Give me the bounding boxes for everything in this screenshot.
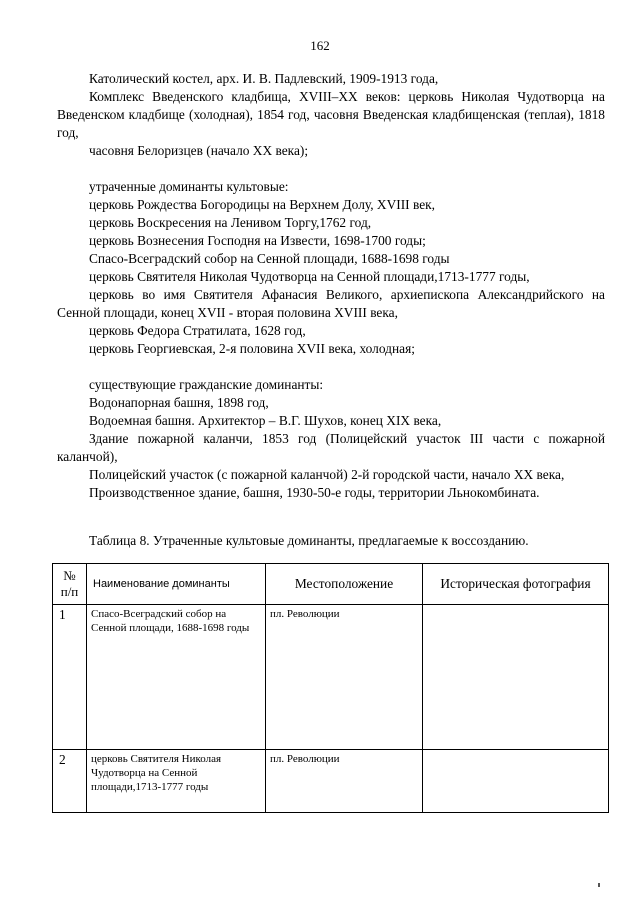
paragraph: часовня Белоризцев (начало XX века); xyxy=(89,143,309,158)
scan-mark xyxy=(598,883,600,887)
cell-name: церковь Святителя Николая Чудотворца на Сенной площади,1713-1777 годы xyxy=(87,750,266,813)
list-item: церковь во имя Святителя Афанасия Великого, архиепископа Александрийского на Сенной площади, конец XVII - вторая половина XVIII века, xyxy=(57,287,605,320)
header-name: Наименование доминанты xyxy=(87,564,266,605)
list-item: Производственное здание, башня, 1930-50-е годы, территории Льнокомбината. xyxy=(89,485,540,500)
cell-number: 2 xyxy=(53,750,87,813)
cell-photo xyxy=(423,605,609,750)
paragraph: Комплекс Введенского кладбища, XVIII–XX веков: церковь Николая Чудотворца на Введенском кладбище (холодная), 1854 год, часовня Введенская кладбищенская (теплая), 1818 год, xyxy=(57,89,605,140)
document-body xyxy=(57,70,605,502)
list-item: церковь Воскресения на Ленивом Торгу,1762 год, xyxy=(89,215,372,230)
list-item: церковь Вознесения Господня на Извести, 1698-1700 годы; xyxy=(89,233,426,248)
table-row xyxy=(53,750,609,813)
header-number: № п/п xyxy=(53,564,87,605)
list-item: Полицейский участок (с пожарной каланчой) 2-й городской части, начало XX века, xyxy=(89,467,565,482)
list-item: Водоемная башня. Архитектор – В.Г. Шухов, конец XIX века, xyxy=(89,413,442,428)
list-item: Здание пожарной каланчи, 1853 год (Полицейский участок III части с пожарной каланчой), xyxy=(57,431,605,464)
table-header-row xyxy=(53,564,609,605)
cell-number: 1 xyxy=(53,605,87,750)
list-item: Спасо-Всеградский собор на Сенной площади, 1688-1698 годы xyxy=(89,251,450,266)
cell-location: пл. Революции xyxy=(266,605,423,750)
list-item: Водонапорная башня, 1898 год, xyxy=(89,395,269,410)
cell-photo xyxy=(423,750,609,813)
section-heading-existing-civil: существующие гражданские доминанты: xyxy=(89,377,324,392)
list-item: церковь Федора Стратилата, 1628 год, xyxy=(89,323,306,338)
paragraph: Католический костел, арх. И. В. Падлевский, 1909-1913 года, xyxy=(89,71,439,86)
dominants-table xyxy=(52,563,609,813)
list-item: церковь Рождества Богородицы на Верхнем Долу, XVIII век, xyxy=(89,197,436,212)
list-item: церковь Георгиевская, 2-я половина XVII века, холодная; xyxy=(89,341,415,356)
header-photo: Историческая фотография xyxy=(423,564,609,605)
list-item: церковь Святителя Николая Чудотворца на Сенной площади,1713-1777 годы, xyxy=(89,269,530,284)
cell-location: пл. Революции xyxy=(266,750,423,813)
header-location: Местоположение xyxy=(266,564,423,605)
table-caption: Таблица 8. Утраченные культовые доминанты, предлагаемые к воссозданию. xyxy=(89,533,529,548)
cell-name: Спасо-Всеградский собор на Сенной площади, 1688-1698 годы xyxy=(87,605,266,750)
table-row xyxy=(53,605,609,750)
section-heading-lost-religious: утраченные доминанты культовые: xyxy=(89,179,289,194)
page-number: 162 xyxy=(310,38,330,53)
